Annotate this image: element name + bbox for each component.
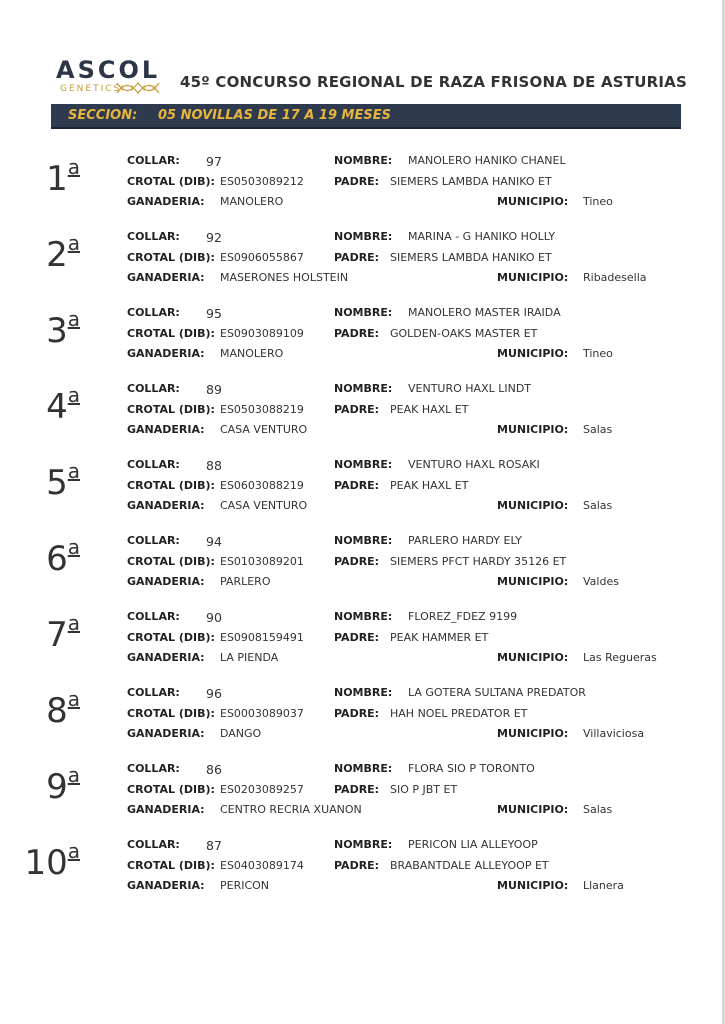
crotal-value: ES0503088219	[220, 403, 304, 416]
crotal-label: CROTAL (DIB):	[127, 707, 215, 720]
padre-label: PADRE:	[334, 175, 380, 188]
ganaderia-value: MANOLERO	[220, 347, 284, 360]
nombre-value: MANOLERO MASTER IRAIDA	[408, 306, 561, 319]
nombre-label: NOMBRE:	[334, 838, 393, 851]
collar-label: COLLAR:	[127, 838, 180, 851]
result-entry	[0, 610, 725, 686]
logo-subtitle: GENETICS	[60, 84, 122, 94]
placement-ordinal: a	[67, 155, 80, 179]
crotal-value: ES0203089257	[220, 783, 304, 796]
municipio-label: MUNICIPIO:	[497, 423, 569, 436]
collar-value: 96	[206, 686, 222, 701]
ganaderia-value: CASA VENTURO	[220, 423, 308, 436]
result-entry	[0, 686, 725, 762]
municipio-value: Villaviciosa	[583, 727, 645, 740]
municipio-label: MUNICIPIO:	[497, 651, 569, 664]
municipio-label: MUNICIPIO:	[497, 879, 569, 892]
ganaderia-value: PERICON	[220, 879, 270, 892]
ascol-logo	[56, 56, 162, 98]
placement	[10, 231, 80, 275]
placement-ordinal: a	[67, 383, 80, 407]
padre-value: PEAK HAMMER ET	[390, 631, 489, 644]
result-entry	[0, 382, 725, 458]
municipio-value: Ribadesella	[583, 271, 647, 284]
result-entry	[0, 762, 725, 838]
ganaderia-label: GANADERIA:	[127, 727, 205, 740]
placement-ordinal: a	[67, 611, 80, 635]
padre-value: SIEMERS LAMBDA HANIKO ET	[390, 251, 552, 264]
municipio-value: Valdes	[583, 575, 619, 588]
nombre-value: VENTURO HAXL ROSAKI	[408, 458, 540, 471]
nombre-label: NOMBRE:	[334, 154, 393, 167]
nombre-label: NOMBRE:	[334, 230, 393, 243]
placement	[10, 611, 80, 655]
nombre-value: LA GOTERA SULTANA PREDATOR	[408, 686, 586, 699]
municipio-value: Tineo	[583, 195, 613, 208]
padre-label: PADRE:	[334, 631, 380, 644]
placement-number: 4	[46, 387, 68, 427]
collar-label: COLLAR:	[127, 306, 180, 319]
crotal-label: CROTAL (DIB):	[127, 327, 215, 340]
dna-icon	[116, 82, 160, 94]
ganaderia-label: GANADERIA:	[127, 879, 205, 892]
ganaderia-label: GANADERIA:	[127, 347, 205, 360]
section-label: SECCION:	[68, 108, 138, 123]
municipio-label: MUNICIPIO:	[497, 575, 569, 588]
crotal-label: CROTAL (DIB):	[127, 631, 215, 644]
crotal-value: ES0903089109	[220, 327, 304, 340]
collar-label: COLLAR:	[127, 610, 180, 623]
placement-ordinal: a	[67, 307, 80, 331]
collar-value: 97	[206, 154, 222, 169]
result-entry	[0, 306, 725, 382]
municipio-value: Tineo	[583, 347, 613, 360]
placement-ordinal: a	[67, 687, 80, 711]
collar-value: 87	[206, 838, 222, 853]
municipio-label: MUNICIPIO:	[497, 195, 569, 208]
nombre-label: NOMBRE:	[334, 382, 393, 395]
padre-value: HAH NOEL PREDATOR ET	[390, 707, 528, 720]
padre-label: PADRE:	[334, 783, 380, 796]
collar-label: COLLAR:	[127, 686, 180, 699]
ganaderia-value: MANOLERO	[220, 195, 284, 208]
ganaderia-value: CENTRO RECRIA XUANON	[220, 803, 362, 816]
padre-value: SIEMERS PFCT HARDY 35126 ET	[390, 555, 567, 568]
municipio-value: Salas	[583, 803, 613, 816]
ganaderia-value: MASERONES HOLSTEIN	[220, 271, 349, 284]
collar-value: 94	[206, 534, 222, 549]
padre-label: PADRE:	[334, 403, 380, 416]
crotal-label: CROTAL (DIB):	[127, 175, 215, 188]
municipio-value: Llanera	[583, 879, 624, 892]
collar-label: COLLAR:	[127, 230, 180, 243]
padre-label: PADRE:	[334, 327, 380, 340]
nombre-value: MANOLERO HANIKO CHANEL	[408, 154, 566, 167]
placement	[10, 383, 80, 427]
result-entry	[0, 154, 725, 230]
municipio-label: MUNICIPIO:	[497, 347, 569, 360]
logo-wordmark: ASCOL	[56, 56, 161, 84]
placement-number: 7	[46, 615, 68, 655]
collar-label: COLLAR:	[127, 382, 180, 395]
nombre-value: FLORA SIO P TORONTO	[408, 762, 535, 775]
placement-ordinal: a	[67, 763, 80, 787]
collar-value: 88	[206, 458, 222, 473]
municipio-label: MUNICIPIO:	[497, 727, 569, 740]
section-value: 05 NOVILLAS DE 17 A 19 MESES	[158, 108, 391, 123]
nombre-label: NOMBRE:	[334, 610, 393, 623]
crotal-label: CROTAL (DIB):	[127, 555, 215, 568]
placement	[10, 687, 80, 731]
municipio-label: MUNICIPIO:	[497, 271, 569, 284]
collar-value: 86	[206, 762, 222, 777]
nombre-label: NOMBRE:	[334, 762, 393, 775]
placement-number: 5	[46, 463, 68, 503]
ganaderia-value: LA PIENDA	[220, 651, 279, 664]
crotal-label: CROTAL (DIB):	[127, 783, 215, 796]
crotal-label: CROTAL (DIB):	[127, 859, 215, 872]
municipio-value: Las Regueras	[583, 651, 657, 664]
crotal-label: CROTAL (DIB):	[127, 251, 215, 264]
result-entry	[0, 230, 725, 306]
result-entry	[0, 534, 725, 610]
crotal-value: ES0603088219	[220, 479, 304, 492]
padre-value: PEAK HAXL ET	[390, 403, 469, 416]
padre-label: PADRE:	[334, 251, 380, 264]
placement-ordinal: a	[67, 231, 80, 255]
collar-label: COLLAR:	[127, 534, 180, 547]
ganaderia-label: GANADERIA:	[127, 271, 205, 284]
municipio-label: MUNICIPIO:	[497, 499, 569, 512]
ganaderia-label: GANADERIA:	[127, 651, 205, 664]
collar-label: COLLAR:	[127, 154, 180, 167]
placement-number: 1	[46, 159, 68, 199]
result-entry	[0, 458, 725, 534]
padre-value: GOLDEN-OAKS MASTER ET	[390, 327, 538, 340]
ganaderia-value: CASA VENTURO	[220, 499, 308, 512]
padre-value: BRABANTDALE ALLEYOOP ET	[390, 859, 549, 872]
crotal-label: CROTAL (DIB):	[127, 479, 215, 492]
municipio-value: Salas	[583, 423, 613, 436]
collar-label: COLLAR:	[127, 458, 180, 471]
padre-label: PADRE:	[334, 707, 380, 720]
crotal-value: ES0908159491	[220, 631, 304, 644]
crotal-value: ES0003089037	[220, 707, 304, 720]
ganaderia-label: GANADERIA:	[127, 499, 205, 512]
padre-label: PADRE:	[334, 555, 380, 568]
collar-value: 92	[206, 230, 222, 245]
placement-number: 9	[46, 767, 68, 807]
placement	[10, 535, 80, 579]
padre-label: PADRE:	[334, 479, 380, 492]
nombre-value: FLOREZ_FDEZ 9199	[408, 610, 518, 623]
placement-number: 3	[46, 311, 68, 351]
municipio-label: MUNICIPIO:	[497, 803, 569, 816]
ganaderia-label: GANADERIA:	[127, 195, 205, 208]
padre-value: SIO P JBT ET	[390, 783, 458, 796]
section-bar	[51, 104, 681, 129]
crotal-label: CROTAL (DIB):	[127, 403, 215, 416]
collar-value: 90	[206, 610, 222, 625]
placement-number: 2	[46, 235, 68, 275]
placement-ordinal: a	[67, 535, 80, 559]
placement	[10, 839, 80, 883]
placement-number: 8	[46, 691, 68, 731]
placement-ordinal: a	[67, 839, 80, 863]
municipio-value: Salas	[583, 499, 613, 512]
collar-label: COLLAR:	[127, 762, 180, 775]
padre-value: PEAK HAXL ET	[390, 479, 469, 492]
ganaderia-label: GANADERIA:	[127, 803, 205, 816]
nombre-label: NOMBRE:	[334, 534, 393, 547]
placement	[10, 763, 80, 807]
crotal-value: ES0906055867	[220, 251, 304, 264]
contest-title: 45º CONCURSO REGIONAL DE RAZA FRISONA DE ASTURIAS	[180, 73, 687, 91]
collar-value: 95	[206, 306, 222, 321]
placement-number: 6	[46, 539, 68, 579]
nombre-value: PARLERO HARDY ELY	[408, 534, 522, 547]
padre-label: PADRE:	[334, 859, 380, 872]
placement-number: 10	[24, 843, 68, 883]
ganaderia-label: GANADERIA:	[127, 423, 205, 436]
placement	[10, 307, 80, 351]
placement	[10, 155, 80, 199]
ganaderia-value: DANGO	[220, 727, 262, 740]
crotal-value: ES0403089174	[220, 859, 304, 872]
padre-value: SIEMERS LAMBDA HANIKO ET	[390, 175, 552, 188]
ganaderia-label: GANADERIA:	[127, 575, 205, 588]
placement	[10, 459, 80, 503]
nombre-value: MARINA - G HANIKO HOLLY	[408, 230, 556, 243]
nombre-label: NOMBRE:	[334, 458, 393, 471]
crotal-value: ES0503089212	[220, 175, 304, 188]
crotal-value: ES0103089201	[220, 555, 304, 568]
nombre-label: NOMBRE:	[334, 686, 393, 699]
ganaderia-value: PARLERO	[220, 575, 271, 588]
nombre-label: NOMBRE:	[334, 306, 393, 319]
placement-ordinal: a	[67, 459, 80, 483]
result-entry	[0, 838, 725, 914]
nombre-value: VENTURO HAXL LINDT	[408, 382, 532, 395]
collar-value: 89	[206, 382, 222, 397]
nombre-value: PERICON LIA ALLEYOOP	[408, 838, 538, 851]
